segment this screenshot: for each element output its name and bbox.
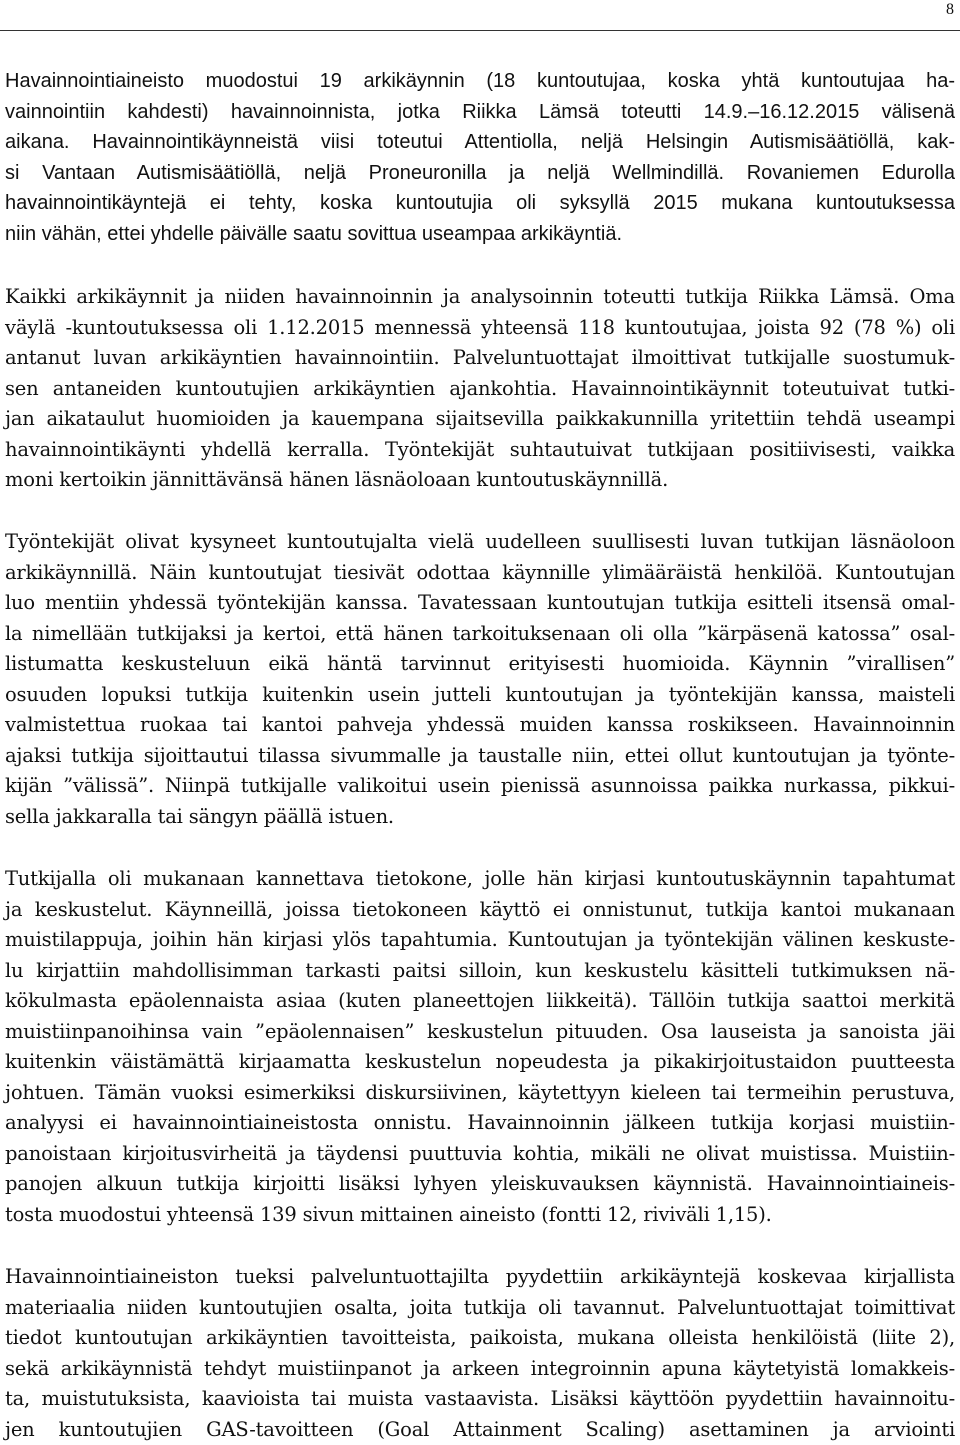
paragraph-2 [5, 282, 955, 496]
text-line: Havainnointiaineisto muodostui 19 arkikäynnin (18 kuntoutujaa, koska yhtä kuntoutujaa ha- [5, 66, 955, 97]
text-line: tiedot kuntoutujan arkikäyntien tavoitteista, paikoista, mukana olleista henkilöistä (liite 2), [5, 1323, 955, 1354]
text-line: ajaksi tutkija sijoittautui tilassa sivummalle ja taustalle niin, ettei ollut kuntoutujan ja työnte- [5, 741, 955, 772]
paragraph-4 [5, 864, 955, 1230]
text-line: sen antaneiden kuntoutujien arkikäyntien ajankohtia. Havainnointikäynnit toteutuivat tutki- [5, 374, 955, 405]
text-line: sella jakkaralla tai sängyn päällä istuen. [5, 802, 955, 833]
text-line: tosta muodostui yhteensä 139 sivun mittainen aineisto (fontti 12, riviväli 1,15). [5, 1200, 955, 1231]
text-line: aikana. Havainnointikäynneistä viisi toteutui Attentiolla, neljä Helsingin Autismisäätiöllä, kak- [5, 127, 955, 158]
text-line: panojen alkuun tutkija kirjoitti lisäksi lyhyen yleiskuvauksen käynnistä. Havainnointiaineis- [5, 1169, 955, 1200]
text-line: Kaikki arkikäynnit ja niiden havainnoinnin ja analysoinnin toteutti tutkija Riikka Lämsä. Oma [5, 282, 955, 313]
text-line: valmistettua ruokaa tai kantoi pahveja yhdessä muiden kanssa roskikseen. Havainnoinnin [5, 710, 955, 741]
text-line: analyysi ei havainnointiaineistosta onnistu. Havainnoinnin jälkeen tutkija korjasi muistiin- [5, 1108, 955, 1139]
text-line: muistilappuja, joihin hän kirjasi ylös tapahtumia. Kuntoutujan ja työntekijän välinen keskuste- [5, 925, 955, 956]
text-line: luo mentiin yhdessä työntekijän kanssa. Tavatessaan kuntoutujan tutkija esitteli itsensä omal- [5, 588, 955, 619]
text-line: moni kertoikin jännittävänsä hänen läsnäoloaan kuntoutuskäynnillä. [5, 465, 955, 496]
text-line: sekä arkikäynnistä tehdyt muistiinpanot ja arkeen integroinnin apuna käytetyistä lomakkeis- [5, 1354, 955, 1385]
text-line: kuitenkin väistämättä kirjaamatta keskustelun nopeudesta ja pikakirjoitustaidon puutteesta [5, 1047, 955, 1078]
text-line: jan aikataulut huomioiden ja kauempana sijaitsevilla paikkakunnilla yritettiin tehdä useampi [5, 404, 955, 435]
text-line: niin vähän, ettei yhdelle päivälle saatu sovittua useampaa arkikäyntiä. [5, 219, 955, 250]
text-line: listumatta keskusteluun eikä häntä tarvinnut erityisesti huomioida. Käynnin ”virallisen” [5, 649, 955, 680]
text-line: ta, muistutuksista, kaavioista tai muista vastaavista. Lisäksi käyttöön pyydettiin havainnoitu- [5, 1384, 955, 1415]
text-line: materiaalia niiden kuntoutujien osalta, joita tutkija oli tavannut. Palveluntuottajat toimittivat [5, 1293, 955, 1324]
text-line: kijän ”välissä”. Niinpä tutkijalle valikoitui usein pienissä asunnoissa paikka nurkassa, pikkui- [5, 771, 955, 802]
text-line: panoistaan kirjoitusvirheitä ja täydensi puuttuvia kohtia, mikäli ne olivat muistissa. Muistiin- [5, 1139, 955, 1170]
header-rule [0, 30, 960, 31]
text-line: havainnointikäynti yhdellä kerralla. Työntekijät suhtautuivat tutkijaan positiivisesti, vaikka [5, 435, 955, 466]
text-line: kökulmasta epäolennaista asiaa (kuten planeettojen liikkeitä). Tällöin tutkija saattoi merkitä [5, 986, 955, 1017]
text-line: Tutkijalla oli mukanaan kannettava tietokone, jolle hän kirjasi kuntoutuskäynnin tapahtumat [5, 864, 955, 895]
text-line: muistiinpanoihinsa vain ”epäolennaisen” keskustelun pituuden. Osa lauseista ja sanoista jäi [5, 1017, 955, 1048]
text-line: la nimellään tutkijaksi ja kertoi, että hänen tarkoituksenaan oli olla ”kärpäsenä katossa” osal- [5, 619, 955, 650]
page-number: 8 [930, 0, 954, 20]
text-line: osuuden lopuksi tutkija kuitenkin usein jutteli kuntoutujan ja työntekijän kanssa, maisteli [5, 680, 955, 711]
text-line: si Vantaan Autismisäätiöllä, neljä Proneuronilla ja neljä Wellmindillä. Rovaniemen Edurolla [5, 158, 955, 189]
text-line: arkikäynnillä. Näin kuntoutujat tiesivät odottaa käynnille ylimääräistä henkilöä. Kuntoutujan [5, 558, 955, 589]
paragraph-3 [5, 527, 955, 832]
paragraph-1 [5, 66, 955, 249]
text-line: jen kuntoutujien GAS-tavoitteen (Goal Attainment Scaling) asettaminen ja arviointi [5, 1415, 955, 1445]
text-line: väylä -kuntoutuksessa oli 1.12.2015 mennessä yhteensä 118 kuntoutujaa, joista 92 (78 %) oli [5, 313, 955, 344]
text-line: Havainnointiaineiston tueksi palveluntuottajilta pyydettiin arkikäyntejä koskevaa kirjallista [5, 1262, 955, 1293]
paragraph-5 [5, 1262, 955, 1445]
text-line: Työntekijät olivat kysyneet kuntoutujalta vielä uudelleen suullisesti luvan tutkijan läsnäoloon [5, 527, 955, 558]
text-line: johtuen. Tämän vuoksi esimerkiksi diskursiivinen, käytettyyn kieleen tai termeihin perustuva, [5, 1078, 955, 1109]
text-line: ja keskustelut. Käynneillä, joissa tietokoneen käyttö ei onnistunut, tutkija kantoi mukanaan [5, 895, 955, 926]
text-line: lu kirjattiin mahdollisimman tarkasti paitsi silloin, kun keskustelu käsitteli tutkimuksen nä- [5, 956, 955, 987]
text-line: antanut luvan arkikäyntien havainnointiin. Palveluntuottajat ilmoittivat tutkijalle suostumuk- [5, 343, 955, 374]
text-line: vainnointiin kahdesti) havainnoinnista, jotka Riikka Lämsä toteutti 14.9.–16.12.2015 välisenä [5, 97, 955, 128]
text-line: havainnointikäyntejä ei tehty, koska kuntoutujia oli syksyllä 2015 mukana kuntoutuksessa [5, 188, 955, 219]
